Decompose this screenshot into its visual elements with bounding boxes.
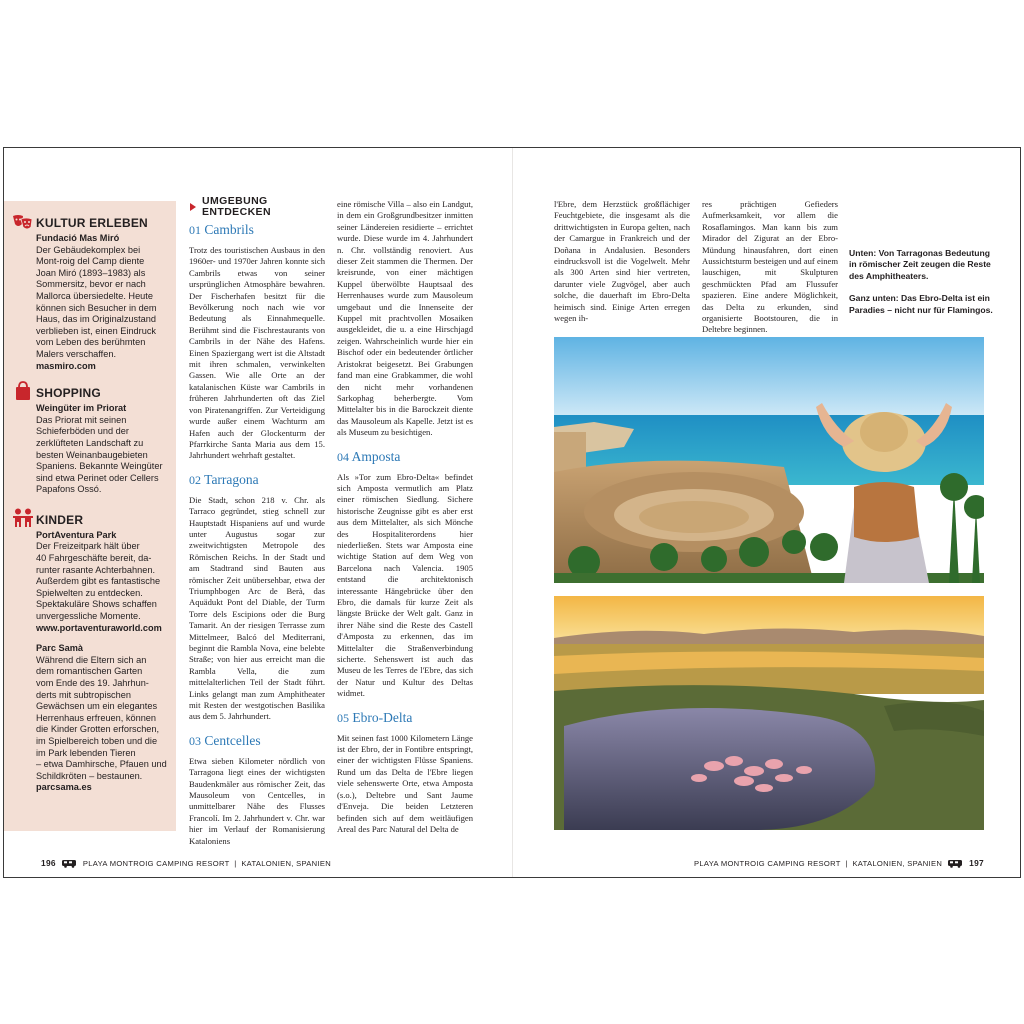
children-icon [12, 508, 34, 528]
sidebar-title: KULTUR ERLEBEN [36, 216, 148, 230]
paragraph: eine römische Villa – also ein Landgut, in dem ein Großgrundbesitzer inmitten seiner Ländereien residierte – errichtet wurde. Diese wurde im 4. Jahrhundert n. Chr. vollständig renoviert. Aus dieser Zeit stammen die Thermen. Der kreisrunde, von einer mächtigen Kuppel überwölbte Hauptsaal des Herrenhauses wurde zum Mausoleum umgebaut und die Innenseite der Kuppel mit prachtvollen Mosaiken ausgekleidet, die u. a eine Hirschjagd zeigen. Wahrscheinlich wurde hier ein Bischof oder ein bedeutender örtlicher Aristokrat beigesetzt. Bei Grabungen fand man eine Grabkammer, die wohl den nicht mehr vorhandenen Sarkophag beherbergte. Vom Mittelalter bis in die Barockzeit diente das Mausoleum als Kapelle. Jetzt ist es als Museum zu besichtigen. [337, 199, 473, 438]
footer-running-title: PLAYA MONTROIG CAMPING RESORT | KATALONIEN, SPANIEN [82, 858, 331, 868]
entry-name: Fundació Mas Miró [36, 233, 120, 243]
shopping-bag-icon [14, 381, 32, 401]
paragraph: Die Stadt, schon 218 v. Chr. als Tarraco gegründet, stieg schnell zur Hauptstadt Hispaniens auf und wurde unter Augustus sogar zur zweitwichtigsten Metropole des Römischen Reichs. In der Stadt und am Stadtrand sind Bauten aus römischer Zeit unübersehbar, etwa der Triumphbogen Arc de Berà, das Aquädukt Pont del Diable, der Turm Torre dels Escipions oder die Burg Tamarit. An der riesigen Terrasse zum Mittelmeer, Balcó del Mediterrani, beginnt die Rambla Nova, eine belebte Straße; von hier aus erreicht man die Rambla Vella, die zum mittelalterlichen Teil der Stadt führt. Links gelangt man zum Amphitheater mit Resten der westgotischen Basilika aus dem 5. Jahrhundert. [189, 494, 325, 722]
entry-link[interactable]: parcsama.es [36, 782, 92, 793]
heading-number: 04 [337, 449, 349, 464]
entry-text: Das Priorat mit seinen Schieferböden und der zerklüfteten Landschaft zu besten Weinanbaugebieten Spaniens. Bekannte Weingüter sind etwa Perinet oder Cellers Papafons Ossó. [36, 414, 163, 495]
paragraph: Trotz des touristischen Ausbaus in den 1960er- und 1970er Jahren konnte sich Cambrils etwas von seiner ursprünglichen Atmosphäre bewahren. Der Fischerhafen besitzt für die Bevölkerung noch nach wie vor Bedeutung als Einnahmequelle. Berühmt sind die Fischrestaurants von Cambrils in der Nähe des Hafens. Einen Spaziergang wert ist die Altstadt mit ihren schmalen, verwinkelten Gassen. Wie alle Orte an der katalanischen Küste war Cambrils in früheren Jahrhunderten oft das Ziel von Piratenangriffen. Zur Verteidigung wurde außer einem Wachturm am Hafen auch der Glockenturm der Pfarrkirche Santa Maria aus dem 15. Jahrhundert wehrhaft gestaltet. [189, 245, 325, 461]
sidebar-section-shopping [38, 383, 168, 496]
entry-text: Der Gebäudekomplex bei Mont-roig del Camp diente Joan Miró (1893–1983) als Sommersitz, bevor er nach Mallorca übersiedelte. Heute können sich Besucher in dem Haus, das im Originalzustand verblieben ist, einen Eindruck vom Leben des berühmten Malers verschaffen. [36, 244, 157, 359]
heading-cambrils [189, 222, 325, 238]
entry-name: Weingüter im Priorat [36, 403, 127, 414]
footer-left [41, 858, 331, 868]
footer-right [694, 858, 984, 868]
sidebar-heading [36, 213, 168, 233]
heading-number: 02 [189, 472, 201, 487]
heading-text: Cambrils [204, 222, 254, 237]
section-kicker [190, 194, 325, 218]
heading-text: Tarragona [204, 471, 259, 487]
entry-name: Parc Samà [36, 643, 83, 654]
heading-tarragona [189, 472, 325, 488]
heading-centcelles [189, 733, 325, 749]
entry-link[interactable]: www.portaventuraworld.com [36, 622, 162, 633]
sidebar-section-kids [38, 510, 168, 794]
entry-name: PortAventura Park [36, 529, 117, 540]
kicker-text: UMGEBUNG ENTDECKEN [202, 194, 271, 218]
sidebar-title: KINDER [36, 512, 84, 527]
page-fold [512, 148, 513, 877]
heading-number: 01 [189, 223, 201, 237]
caption-ebro-delta: Ganz unten: Das Ebro-Delta ist ein Paradies – nicht nur für Flamingos. [849, 293, 993, 315]
photo-ebro-delta-flamingos [554, 596, 984, 830]
tips-sidebar [4, 201, 176, 831]
sidebar-heading [36, 383, 168, 403]
heading-text: Amposta [351, 448, 401, 464]
paragraph: l'Ebre, dem Herzstück großflächiger Feuchtgebiete, die insgesamt als die drittwichtigsten in Europa gelten, nach der Camargue in Frankreich und der Doñana in Andalusien. Besonders eindrucksvoll ist die Vogelwelt. Mehr als 300 Arten sind hier vertreten, darunter viele Zugvögel, aber auch solche, die dauerhaft im Ebro-Delta heimisch sind. Einige Arten erregen wegen ih- [554, 199, 690, 324]
sidebar-section-culture [38, 213, 168, 372]
camper-van-icon [948, 859, 963, 868]
paragraph: res prächtigen Gefieders Aufmerksamkeit, vor allem die Rosaflamingos. Man kann bis zum Mirador del Zigurat an der Ebro-Mündung hinausfahren, dort einen Aussichtsturm besteigen und auf einem lauschigen, mit Skulpturen geschmückten Pfad am Flussufer spazieren. Eine andere Möglichkeit, das Delta zu erkunden, sind organisierte Bootstouren, die in Deltebre beginnen. [702, 199, 838, 335]
text-column-1 [189, 194, 325, 847]
theater-masks-icon [12, 214, 34, 232]
entry-text: Der Freizeitpark hält über 40 Fahrgeschäfte bereit, da- runter rasante Achterbahnen. Außerdem gibt es fantastische Spielwelten zu entdecken. Spektakuläre Shows schaffen unvergessliche Momente. [36, 541, 161, 622]
triangle-bullet-icon [190, 203, 196, 211]
sidebar-heading [36, 510, 168, 530]
page-number: 197 [969, 858, 984, 868]
caption-amphitheater: Unten: Von Tarragonas Bedeutung in römischer Zeit zeugen die Reste des Amphitheaters. [849, 248, 991, 281]
heading-ebro-delta [337, 710, 473, 726]
footer-running-title: PLAYA MONTROIG CAMPING RESORT | KATALONIEN, SPANIEN [694, 858, 943, 868]
paragraph: Etwa sieben Kilometer nördlich von Tarragona liegt eines der wichtigsten Baudenkmäler aus römischer Zeit, das Mausoleum von Centcelles, in unmittelbarer Nähe des Flusses Francolí. Im 2. Jahrhundert v. Chr. war hier im Verlauf der Romanisierung Kataloniens [189, 755, 325, 846]
heading-number: 05 [337, 710, 349, 725]
sidebar-title: SHOPPING [36, 386, 101, 401]
text-column-2 [337, 199, 473, 835]
paragraph: Als »Tor zum Ebro-Delta« befindet sich Amposta vermutlich am Platz einer römischen Siedlung. Sichere historische Zeugnisse gibt es aber erst aus dem Mittelalter, als sich Mönche des Hospitaliterordens hier niederließen. Stets war Amposta eine wichtige Station auf dem Weg von Barcelona nach Valencia. 1905 entstand die architektonisch interessante Hängebrücke über den Ebro, die damals für kurze Zeit als längste Brücke der Welt galt. Ganz in ihrer Nähe sind die Reste des Castell d'Amposta zu erkennen, das im Mittelalter die Straßenverbindung sicherte. Sehenswert ist auch das Museu de les Terres de l'Ebre, das sich der Natur und Kultur des Deltas widmet. [337, 471, 473, 699]
photo-captions [849, 248, 994, 327]
photo-tarragona-amphitheater [554, 337, 984, 583]
paragraph: Mit seinen fast 1000 Kilometern Länge ist der Ebro, der in Fontibre entspringt, einer der wichtigsten Flüsse Spaniens. Rund um das Delta de l'Ebre liegen viele sehenswerte Orte, etwa Amposta (s.o.), Deltebre und Sant Jaume d'Enveja. Die beiden Letzteren befinden sich auf dem weitläufigen Areal des Parc Natural del Delta de [337, 732, 473, 834]
entry-link[interactable]: masmiro.com [36, 360, 96, 371]
heading-text: Ebro-Delta [352, 709, 413, 725]
page-number: 196 [41, 858, 56, 868]
entry-text: Während die Eltern sich an dem romantischen Garten vom Ende des 19. Jahrhun- derts mit subtropischen Gewächsen um ein elegantes Herrenhaus erfreuen, können die Kinder Grotten erforschen, im Spielbereich toben und die im Park lebenden Tieren – etwa Damhirsche, Pfauen und Schildkröten – bestaunen. [36, 654, 167, 781]
heading-text: Centcelles [204, 732, 261, 748]
text-column-4 [702, 199, 838, 336]
text-column-3 [554, 199, 690, 324]
heading-number: 03 [189, 733, 201, 748]
heading-amposta [337, 449, 473, 465]
book-spread [3, 147, 1021, 878]
camper-van-icon [62, 859, 77, 868]
